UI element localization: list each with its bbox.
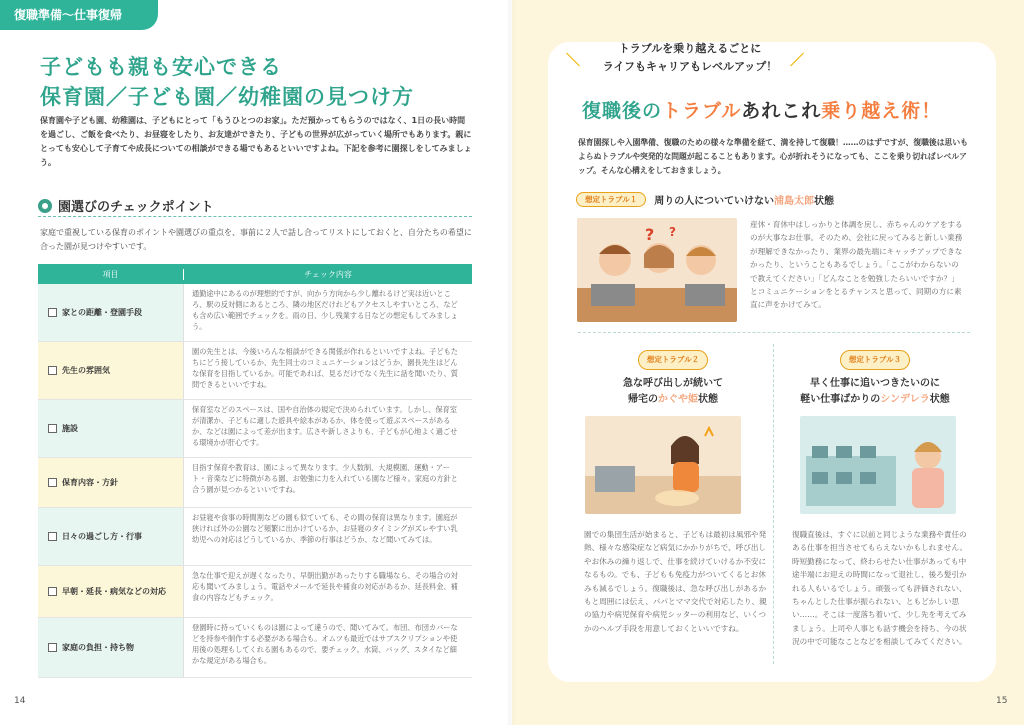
row-content: 登園時に持っていくものは園によって違うので、聞いてみて。布団、布団カバーなどを持参や制作する必要がある場合も。オムツも最近ではサブスクリプションや使用後の処理もしてくれる園もあるので、要チェック。水筒、バッグ、スタイなど細かな規定がある場合も。 (192, 623, 458, 665)
trouble1-badge: 想定トラブル１ (576, 192, 646, 207)
trouble2-text: 園での集団生活が始まると、子どもは最初は風邪や発熱、様々な感染症など病気にかかりがちで、呼び出しやお休みの繰り返しで、仕事を続けていけるか不安になるもの。でも、子どもも免疫力がついてくるとお休みも減るでしょう。復職後は、急な呼び出しがあるかもと周囲には伝え、パパとママ交代で対応したり、親の協力や病児保育や病児シッターの利用など、いくつかのヘルプ手段を用意しておくといいですね。 (584, 530, 767, 633)
right-title: 復職後のトラブルあれこれ乗り越え術！ (582, 100, 942, 122)
row-content: 園の先生とは、今後いろんな相談ができる関係が作れるといいですよね。子どもたちにどう接しているか、先生同士のコミュニケーションはどうか、園長先生はどんな保育を目指しているか。可能であれば、見るだけでなく先生に話を聞いたり、質問できるといいですね。 (192, 347, 458, 389)
sparkle-icon: ＼ (566, 53, 580, 69)
svg-text:?: ? (669, 225, 676, 239)
row-item: 家庭の負担・持ち物 (62, 643, 134, 652)
table-row (38, 342, 472, 400)
ribbon-caption (590, 40, 790, 76)
row-content: お昼寝や食事の時間割などの園も似ていても、その間の保育は異なります。園庭が狭ければ外の公園など頻繁に出かけているか、お昼寝のタイミングがズレやすい乳幼児への対応はどうしているか、季節の行事はどうか、など聞いてみては。 (192, 513, 458, 544)
checkbox[interactable] (48, 478, 57, 487)
table-row (38, 508, 472, 566)
checkpoint-table (38, 264, 472, 678)
checkbox[interactable] (48, 366, 57, 375)
divider (38, 216, 472, 217)
svg-text:?: ? (645, 225, 655, 244)
ribbon-line-1: トラブルを乗り越えるごとに (618, 42, 762, 55)
row-item: 家との距離・登園手段 (62, 308, 142, 317)
table-row (38, 400, 472, 458)
table-row (38, 458, 472, 508)
section-tag: 復職準備〜仕事復帰 (0, 0, 158, 30)
ribbon-line-2: ライフもキャリアもレベルアップ！ (602, 60, 778, 73)
trouble2-illustration (585, 416, 741, 514)
row-item: 日々の過ごし方・行事 (62, 532, 142, 541)
row-content: 保育室などのスペースは、国や自治体の規定で決められています。しかし、保育室が清潔か、子どもに適した遊具や絵本があるか、体を使って遊ぶスペースがあるか、などは園によって差が出ます。広さや新しさよりも、子どもが心地よく過ごせる環境かが肝心です。 (192, 405, 458, 447)
trouble2-heading: 想定トラブル２ 急な呼び出しが続いて 帰宅のかぐや姫状態 (580, 350, 766, 408)
row-item: 施設 (62, 424, 78, 433)
trouble1-illustration (577, 218, 737, 322)
checkbox[interactable] (48, 587, 57, 596)
flower-icon (38, 199, 52, 213)
page-title (40, 52, 414, 112)
table-row (38, 618, 472, 678)
header-item: 項目 (38, 269, 184, 280)
trouble3-text: 復職直後は、すぐに以前と同じような業務や責任のある仕事を担当させてもらえないかもしれません。時短勤務になって、終わらせたい仕事があっても中途半端にお迎えの時間になって退社し、後ろ髪引かれる人もいるでしょう。頑張っても評価されない、ちゃんとした仕事が振られない、ともどかしい思い……。そこは一度落ち着いて、少し先を考えてみましょう。上司や人事とも話す機会を持ち、今の状況の中で可能なことなどを相談してみてください。 (792, 530, 968, 647)
divider (578, 332, 970, 333)
table-header (38, 264, 472, 284)
page-number-right: 15 (996, 696, 1008, 706)
checkbox[interactable] (48, 308, 57, 317)
table-row (38, 284, 472, 342)
checkbox[interactable] (48, 532, 57, 541)
checkpoint-intro: 家庭で重視している保育のポイントや園選びの重点を、事前に２人で話し合ってリストにしておくと、自分たちの希望に合った園が見つけやすいです。 (40, 228, 472, 251)
header-content: チェック内容 (304, 269, 352, 279)
title-line-1: 子どもも親も安心できる (40, 55, 282, 79)
row-item: 早朝・延長・病気などの対応 (62, 587, 166, 596)
trouble1-text: 産休・育休中はしっかりと体調を戻し、赤ちゃんのケアをするのが大事なお仕事。そのため、会社に戻ってみると新しい業務が理解できなかったり、業界の最先端にキャッチアップできなかったり、ということもあるでしょう。「ここがわからないので教えてください」「どんなことを勉強したらいいですか？」とコミュニケーションをとるチャンスと思って、同期の方に素直に声をかけてみて。 (750, 220, 963, 310)
row-item: 保育内容・方針 (62, 478, 118, 487)
table-row (38, 566, 472, 618)
checkpoint-heading (38, 196, 214, 215)
book-spine (508, 0, 516, 725)
trouble1-heading: 想定トラブル１ 周りの人についていけない浦島太郎状態 (576, 192, 834, 207)
row-content: 目指す保育や教育は、園によって異なります。少人数制、大規模園、運動・アート・音楽などに特徴がある園、お勉強に力を入れている園など様々。家庭の方針と合う園が見つかるといいですね。 (192, 463, 458, 494)
right-intro: 保育園探しや入園準備、復職のための様々な準備を経て、満を持して復職！……のはずですが、復職後は思いもよらぬトラブルや突発的な問題が起こることもあります。心が折れそうになっても、ここを乗り切ればレベルアップ。そんな心構えをしておきましょう。 (578, 138, 968, 175)
row-content: 急な仕事で迎えが遅くなったり、早朝出勤があったりする職場なら、その場合の対応も聞いてみましょう。電話やメールで延長や補食の対応があるか、延長料金、補食の内容などもチェック。 (192, 571, 458, 602)
trouble3-illustration (800, 416, 956, 514)
intro-paragraph: 保育園や子ども園、幼稚園は、子どもにとって「もうひとつのお家」。ただ預かってもらうのではなく、1日の長い時間を過ごし、ご飯を食べたり、お昼寝をしたり、お友達ができたり、子どもの世界が広がっていく場所でもあります。親にとっても安心して子育てや成長についての相談ができる場でもあるといいですよね。下記を参考に園探しをしてみましょう。 (40, 116, 472, 167)
trouble2-badge: 想定トラブル２ (638, 350, 708, 370)
sparkle-icon: ／ (790, 53, 804, 69)
trouble3-badge: 想定トラブル３ (840, 350, 910, 370)
divider (773, 344, 774, 664)
row-item: 先生の雰囲気 (62, 366, 110, 375)
checkbox[interactable] (48, 643, 57, 652)
checkpoint-heading-text: 園選びのチェックポイント (58, 200, 214, 215)
title-line-2: 保育園／子ども園／幼稚園の見つけ方 (40, 85, 414, 109)
row-content: 通勤途中にあるのが理想的ですが、向かう方向から少し離れるけど実は近いところ、駅の反対側にあるところ、隣の地区だけれどもアクセスしやすいところ、なども含め広い範囲でチェックを。雨の日、少し残業する日などの想定もしてみましょう。 (192, 289, 458, 331)
checkbox[interactable] (48, 424, 57, 433)
trouble3-heading: 想定トラブル３ 早く仕事に追いつきたいのに 軽い仕事ばかりのシンデレラ状態 (778, 350, 972, 408)
page-number-left: 14 (14, 696, 26, 706)
